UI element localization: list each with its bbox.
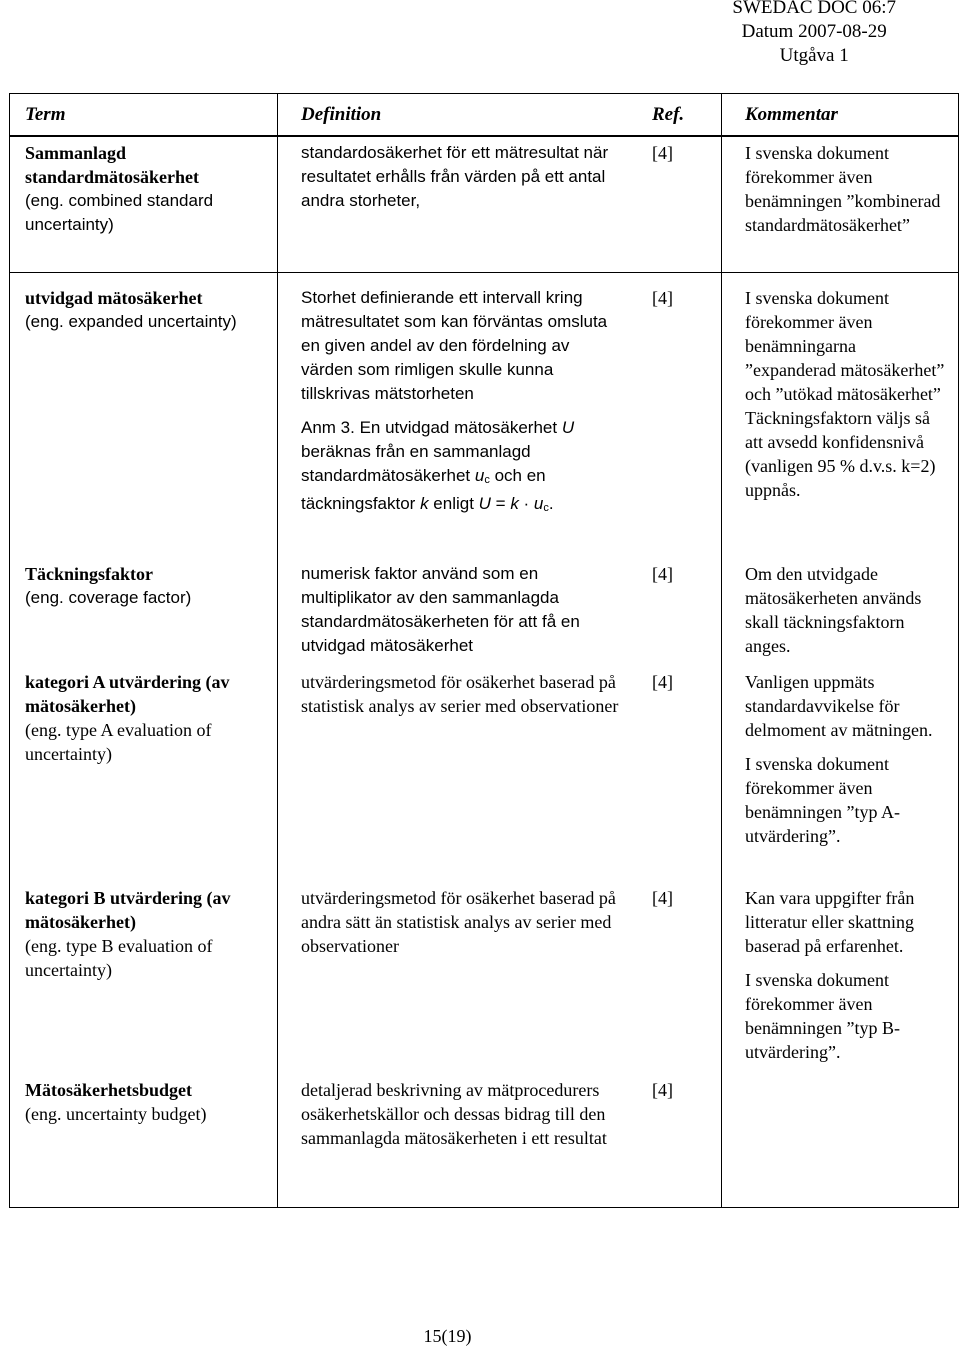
comment-paragraph: I svenska dokument förekommer även benämningen ”kombinerad standardmätosäkerhet”: [745, 143, 941, 235]
comment-paragraph: I svenska dokument förekommer även benämningen ”typ A-utvärdering”.: [745, 754, 900, 846]
doc-date: Datum 2007-08-29: [741, 21, 887, 42]
column-header-term: Term: [25, 104, 66, 125]
term-name: Mätosäkerhetsbudget: [25, 1080, 192, 1100]
term-comment: [745, 670, 935, 848]
term-name: kategori B utvärdering (av mätosäkerhet): [25, 888, 231, 932]
column-header-comment: Kommentar: [745, 104, 838, 125]
term-definition: utvärderingsmetod för osäkerhet baserad på statistisk analys av serier med observationer: [301, 672, 619, 716]
term-name: kategori A utvärdering (av mätosäkerhet): [25, 672, 230, 716]
term-name: utvidgad mätosäkerhet: [25, 288, 203, 308]
term-definition: standardosäkerhet för ett mätresultat när resultatet erhålls från värden på ett antal andra storheter,: [301, 143, 609, 210]
definition-note: Anm 3. En utvidgad mätosäkerhet U beräknas från en sammanlagd standardmätosäkerhet $u_c$ och en täckningsfaktor k enligt $U = k \cdot u_c$.: [301, 418, 575, 514]
table-row-term: [25, 141, 270, 237]
comment-paragraph: Om den utvidgade mätosäkerheten används skall täckningsfaktorn anges.: [745, 564, 922, 656]
comment-paragraph: Täckningsfaktorn väljs så att avsedd konfidensnivå (vanligen 95 % d.v.s. k=2) uppnås.: [745, 408, 936, 500]
comment-paragraph: I svenska dokument förekommer även benämningarna ”expanderad mätosäkerhet” och ”utökad mätosäkerhet”: [745, 288, 945, 404]
term-ref: [4]: [652, 1080, 673, 1100]
comment-paragraph: I svenska dokument förekommer även benämningen ”typ B-utvärdering”.: [745, 970, 900, 1062]
doc-id: SWEDAC DOC 06:7: [732, 0, 896, 18]
term-english: (eng. expanded uncertainty): [25, 312, 237, 331]
comment-paragraph: Vanligen uppmäts standardavvikelse för delmoment av mätningen.: [745, 672, 933, 740]
table-row-term: [25, 562, 270, 610]
table-row-term: [25, 1078, 273, 1126]
term-definition-block: [301, 286, 619, 520]
table-row-term: [25, 286, 270, 334]
term-definition: detaljerad beskrivning av mätprocedurers osäkerhetskällor och dessas bidrag till den sammanlagda mätosäkerheten i ett resultat: [301, 1080, 607, 1148]
document-header: [732, 0, 896, 68]
term-ref: [4]: [652, 143, 673, 163]
doc-edition: Utgåva 1: [779, 45, 849, 66]
column-divider: [721, 93, 722, 1208]
header-rule: [9, 135, 959, 137]
row-rule: [9, 272, 959, 273]
term-english: (eng. coverage factor): [25, 588, 192, 607]
term-comment: [745, 141, 945, 237]
term-definition: numerisk faktor använd som en multiplikator av den sammanlagda standardmätosäkerheten för att få en utvidgad mätosäkerhet: [301, 564, 580, 655]
term-english: (eng. type A evaluation of uncertainty): [25, 720, 212, 764]
term-english: (eng. uncertainty budget): [25, 1104, 207, 1124]
column-header-definition: Definition: [301, 104, 382, 125]
term-definition: Storhet definierande ett intervall kring mätresultatet som kan förväntas omsluta en given andel av den fördelning av värden som rimligen skulle kunna tillskrivas mätstorheten: [301, 288, 608, 403]
term-ref: [4]: [652, 888, 673, 908]
column-divider: [277, 93, 278, 1208]
term-definition: utvärderingsmetod för osäkerhet baserad på andra sätt än statistisk analys av serier med observationer: [301, 888, 616, 956]
term-comment: [745, 562, 953, 658]
term-name: Täckningsfaktor: [25, 564, 154, 584]
term-ref: [4]: [652, 672, 673, 692]
column-header-ref: Ref.: [652, 104, 685, 125]
term-english: (eng. type B evaluation of uncertainty): [25, 936, 213, 980]
term-ref: [4]: [652, 288, 673, 308]
term-comment: [745, 886, 950, 1064]
term-name: Sammanlagd standardmätosäkerhet: [25, 143, 199, 187]
term-english: (eng. combined standard uncertainty): [25, 191, 214, 234]
page-number: 15(19): [423, 1326, 472, 1346]
term-ref: [4]: [652, 564, 673, 584]
table-row-term: [25, 670, 273, 766]
term-comment: [745, 286, 950, 502]
comment-paragraph: Kan vara uppgifter från litteratur eller skattning baserad på erfarenhet.: [745, 888, 915, 956]
table-row-term: [25, 886, 273, 982]
